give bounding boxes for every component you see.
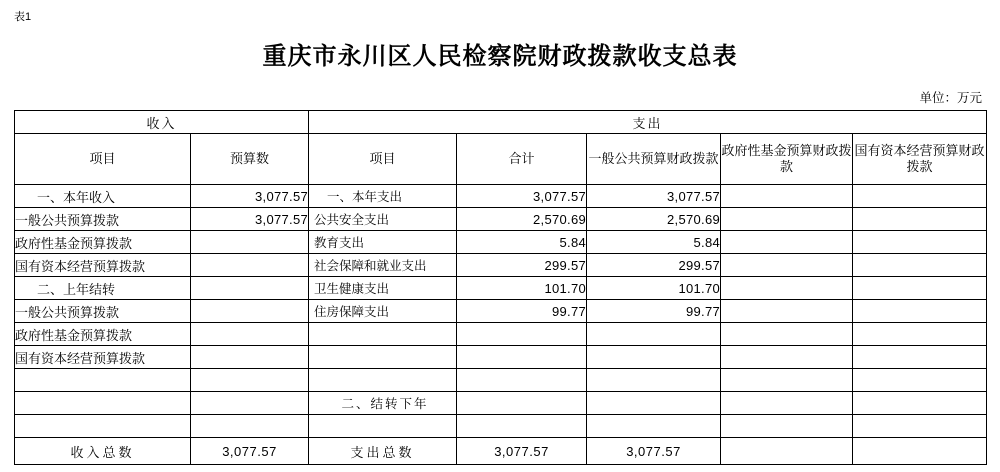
table-row [15, 323, 987, 346]
income-total-value: 3,077.57 [191, 438, 309, 465]
income-budget [191, 369, 309, 392]
income-budget [191, 392, 309, 415]
income-budget: 3,077.57 [191, 185, 309, 208]
exp-total [457, 415, 587, 438]
exp-capital [853, 208, 987, 231]
table-group-header-row [15, 111, 987, 134]
exp-capital [853, 392, 987, 415]
exp-total-value: 3,077.57 [457, 438, 587, 465]
exp-total [457, 369, 587, 392]
exp-general-total-value: 3,077.57 [587, 438, 721, 465]
group-header-income: 收入 [15, 111, 309, 134]
exp-item [309, 323, 457, 346]
exp-item: 教育支出 [309, 231, 457, 254]
exp-general [587, 346, 721, 369]
exp-fund-total-value [721, 438, 853, 465]
income-item: 国有资本经营预算拨款 [15, 346, 191, 369]
exp-capital [853, 415, 987, 438]
exp-total [457, 346, 587, 369]
exp-capital [853, 369, 987, 392]
budget-table [14, 110, 987, 465]
income-budget [191, 346, 309, 369]
income-budget [191, 323, 309, 346]
page-title: 重庆市永川区人民检察院财政拨款收支总表 [262, 43, 738, 70]
income-budget [191, 254, 309, 277]
exp-total-label: 支出总数 [309, 438, 457, 465]
income-item: 一、本年收入 [15, 185, 191, 208]
exp-item: 卫生健康支出 [309, 277, 457, 300]
table-total-row [15, 438, 987, 465]
exp-capital [853, 346, 987, 369]
exp-capital [853, 254, 987, 277]
exp-fund [721, 323, 853, 346]
exp-total: 299.57 [457, 254, 587, 277]
exp-fund [721, 346, 853, 369]
table-row [15, 300, 987, 323]
exp-fund [721, 231, 853, 254]
column-header-exp-general: 一般公共预算财政拨款 [587, 134, 721, 185]
table-row [15, 346, 987, 369]
exp-capital [853, 300, 987, 323]
table-column-header-row [15, 134, 987, 185]
income-item: 一般公共预算拨款 [15, 208, 191, 231]
table-row [15, 254, 987, 277]
exp-fund [721, 300, 853, 323]
exp-capital [853, 185, 987, 208]
income-budget: 3,077.57 [191, 208, 309, 231]
exp-total: 5.84 [457, 231, 587, 254]
table-row [15, 415, 987, 438]
exp-fund [721, 369, 853, 392]
table-row [15, 185, 987, 208]
exp-general: 299.57 [587, 254, 721, 277]
exp-item: 公共安全支出 [309, 208, 457, 231]
income-item: 二、上年结转 [15, 277, 191, 300]
exp-capital [853, 231, 987, 254]
exp-capital [853, 323, 987, 346]
income-item: 一般公共预算拨款 [15, 300, 191, 323]
exp-capital [853, 277, 987, 300]
income-total-label: 收入总数 [15, 438, 191, 465]
income-budget [191, 415, 309, 438]
exp-item: 社会保障和就业支出 [309, 254, 457, 277]
exp-item: 一、本年支出 [309, 185, 457, 208]
table-row [15, 208, 987, 231]
income-item [15, 369, 191, 392]
exp-item: 二、结转下年 [309, 392, 457, 415]
group-header-expenditure: 支出 [309, 111, 987, 134]
exp-general: 101.70 [587, 277, 721, 300]
income-budget [191, 300, 309, 323]
table-row [15, 277, 987, 300]
table-row [15, 369, 987, 392]
exp-total: 3,077.57 [457, 185, 587, 208]
exp-general: 99.77 [587, 300, 721, 323]
income-item: 政府性基金预算拨款 [15, 231, 191, 254]
column-header-exp-total: 合计 [457, 134, 587, 185]
exp-general: 5.84 [587, 231, 721, 254]
income-item: 国有资本经营预算拨款 [15, 254, 191, 277]
exp-general: 3,077.57 [587, 185, 721, 208]
column-header-income-budget: 预算数 [191, 134, 309, 185]
column-header-exp-fund: 政府性基金预算财政拨款 [721, 134, 853, 185]
exp-item: 住房保障支出 [309, 300, 457, 323]
exp-general [587, 415, 721, 438]
exp-total: 99.77 [457, 300, 587, 323]
exp-fund [721, 415, 853, 438]
income-budget [191, 277, 309, 300]
exp-fund [721, 392, 853, 415]
exp-item [309, 369, 457, 392]
income-item [15, 392, 191, 415]
exp-item [309, 346, 457, 369]
column-header-income-item: 项目 [15, 134, 191, 185]
exp-general: 2,570.69 [587, 208, 721, 231]
income-item [15, 415, 191, 438]
exp-capital-total-value [853, 438, 987, 465]
unit-note: 单位：万元 [919, 91, 982, 105]
exp-fund [721, 185, 853, 208]
exp-total: 101.70 [457, 277, 587, 300]
table-row [15, 392, 987, 415]
exp-total: 2,570.69 [457, 208, 587, 231]
table-row [15, 231, 987, 254]
exp-total [457, 392, 587, 415]
exp-fund [721, 254, 853, 277]
column-header-exp-capital: 国有资本经营预算财政拨款 [853, 134, 987, 185]
exp-item [309, 415, 457, 438]
exp-general [587, 392, 721, 415]
exp-general [587, 369, 721, 392]
exp-fund [721, 208, 853, 231]
exp-general [587, 323, 721, 346]
column-header-exp-item: 项目 [309, 134, 457, 185]
income-item: 政府性基金预算拨款 [15, 323, 191, 346]
sheet-label: 表1 [14, 11, 32, 23]
income-budget [191, 231, 309, 254]
exp-fund [721, 277, 853, 300]
exp-total [457, 323, 587, 346]
